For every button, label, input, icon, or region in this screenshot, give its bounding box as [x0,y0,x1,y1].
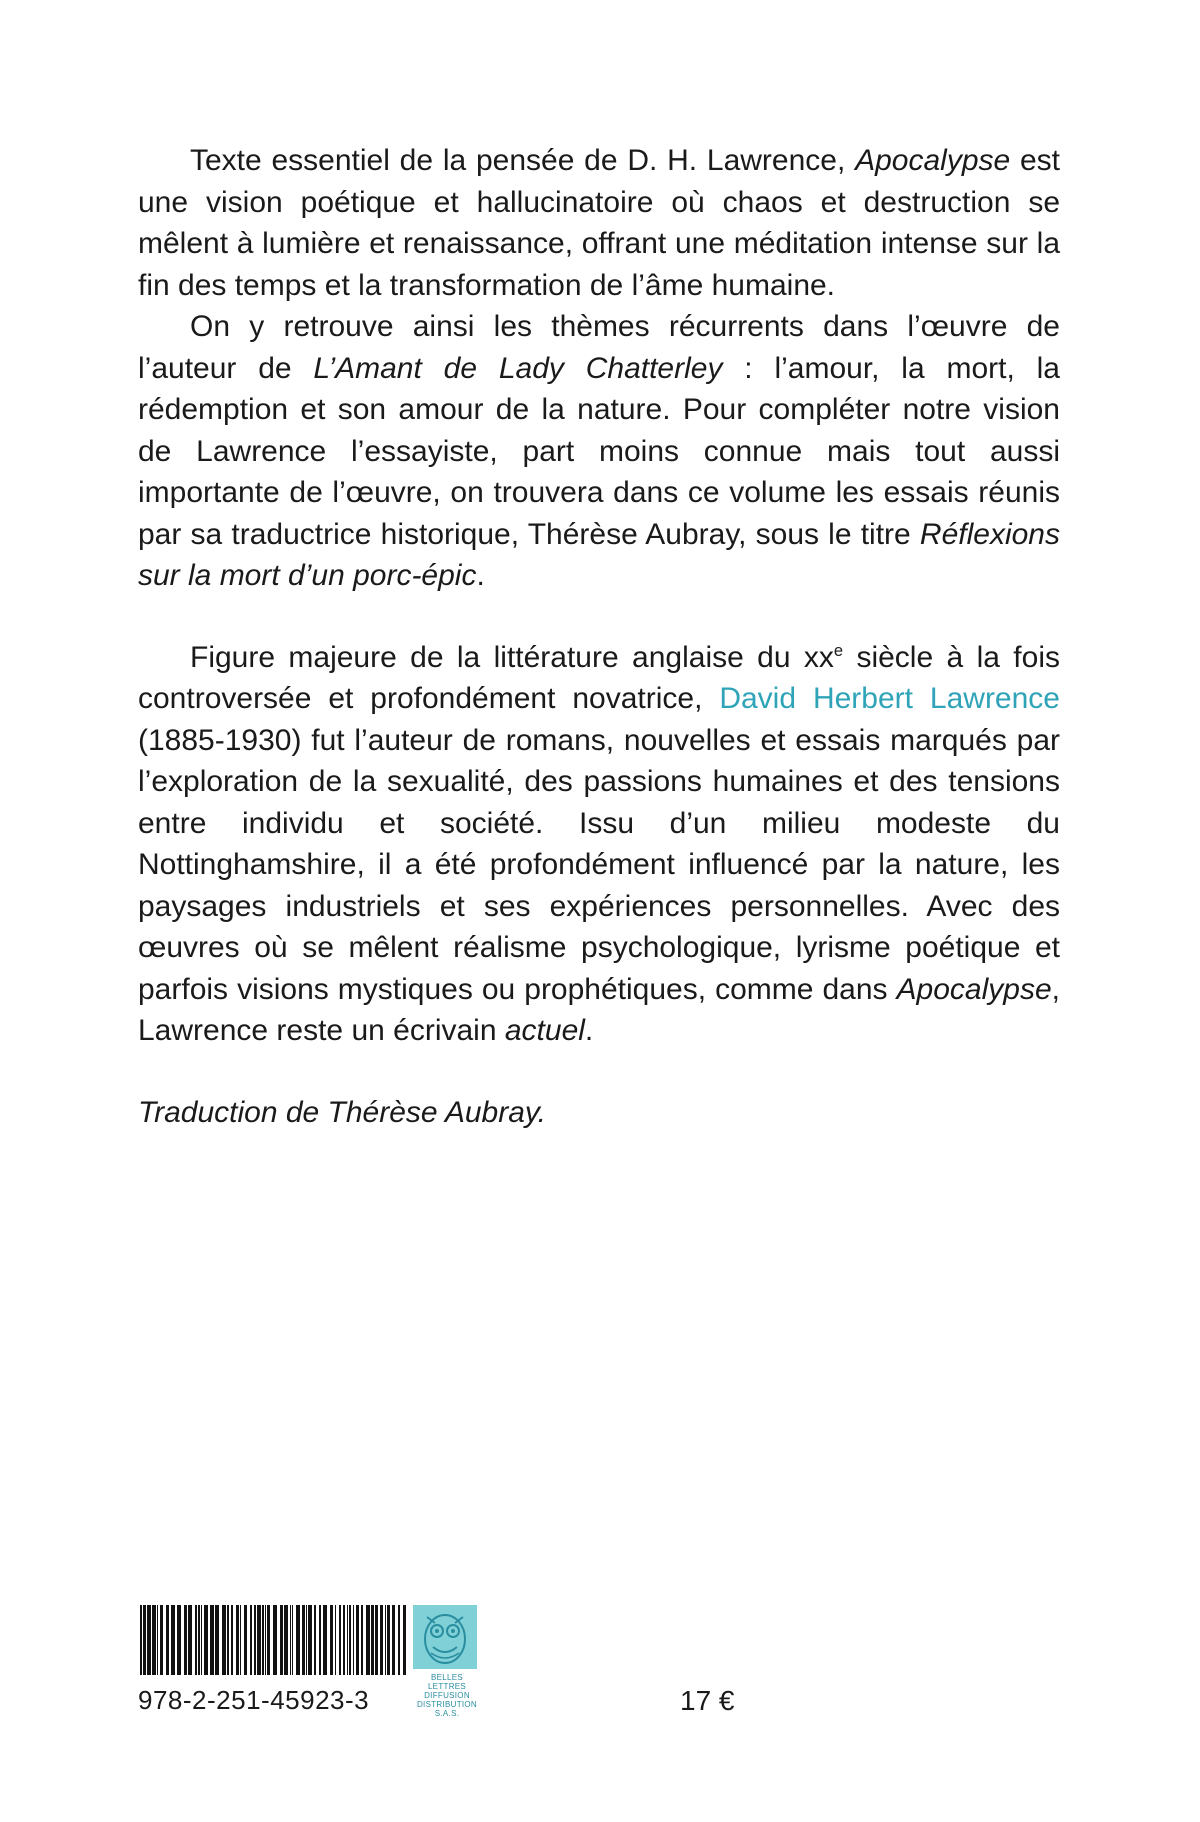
barcode-bar [166,1605,169,1675]
barcode-bar [385,1605,386,1675]
barcode-bar [398,1605,400,1675]
text-span: Texte essentiel de la pensée de D. H. Lawrence, [190,144,856,177]
barcode-bar [254,1605,256,1675]
barcode-bar [347,1605,348,1675]
text-span: . [584,1014,594,1047]
barcode-bar [244,1605,247,1675]
barcode-bar [195,1605,197,1675]
century-superscript: e [833,641,844,660]
barcode-bar [371,1605,374,1675]
text-span: (1885-1930) fut l’auteur de romans, nouvelles et essais marqués par l’exploration de la sexualité, des passions humaines et des tensions entre individu et société. Issu d’un milieu modeste du Nottinghamshire, il a été profondément influencé par la nature, les paysages industriels et ses expériences personnelles. Avec des œuvres où se mêlent réalisme psychologique, lyrisme poétique et parfois visions mystiques ou prophétiques, comme dans [138,723,1060,1006]
back-cover-text [138,140,1060,1133]
barcode-bar [267,1605,270,1675]
barcode-bar [184,1605,187,1675]
barcode-bar [306,1605,307,1675]
back-cover-footer [138,1605,1060,1718]
barcode-bar [250,1605,252,1675]
summary-paragraph-2 [138,306,1060,597]
barcode-bar [171,1605,175,1675]
author-bio-paragraph [138,637,1060,1052]
barcode-bar [222,1605,226,1675]
book-title-lady-chatterley: L’Amant de Lady Chatterley [313,351,723,385]
barcode-bar [147,1605,151,1675]
barcode-bar [330,1605,333,1675]
translation-credit [138,1092,1060,1134]
owl-logo-icon [413,1605,477,1669]
text-span: . [476,559,485,592]
barcode-bar [280,1605,283,1675]
barcode-bar [361,1605,363,1675]
barcode-bar [236,1605,239,1675]
century-numeral: xx [803,640,834,674]
barcode-bar [375,1605,378,1675]
barcode-bar [160,1605,163,1675]
barcode-bar [392,1605,395,1675]
barcode-bar [296,1605,300,1675]
barcode-bar [188,1605,192,1675]
barcode-bar [157,1605,158,1675]
barcode-bar [302,1605,305,1675]
book-title-reflexions: Réflexions sur la mort d’un porc-épic [138,517,1060,592]
barcode-bar [335,1605,336,1675]
barcode-bar [227,1605,229,1675]
barcode-bar [380,1605,383,1675]
barcode-bar [198,1605,200,1675]
barcode-bar [265,1605,266,1675]
barcode-bar [257,1605,261,1675]
text-span: On y retrouve ainsi les thèmes récurrents dans l’œuvre de l’auteur de [138,310,1060,385]
text-span: est une vision poétique et hallucinatoire où chaos et destruction se mêlent à lumière et renaissance, offrant une méditation intense sur la fin des temps et la transformation de l’âme humaine. [138,144,1061,302]
barcode-bar [356,1605,359,1675]
barcode-bar [273,1605,277,1675]
barcode-bar [240,1605,241,1675]
isbn-barcode [138,1605,408,1715]
barcode-bar [290,1605,291,1675]
price: 17 € [680,1685,735,1716]
distributor-name-line: DISTRIBUTION [416,1700,478,1709]
barcode-bar [323,1605,327,1675]
barcode-bar [140,1605,142,1675]
barcode-bar [353,1605,354,1675]
barcode-bar [308,1605,312,1675]
distributor-name-line: BELLES LETTRES [427,1673,467,1691]
barcode-bar [210,1605,214,1675]
text-span: siècle à la fois controversée et profondément novatrice, [138,640,1060,715]
book-title-apocalypse: Apocalypse [896,972,1052,1006]
barcode-bar [314,1605,316,1675]
barcode-bar [366,1605,370,1675]
barcode-bar [284,1605,288,1675]
barcode-bar [143,1605,146,1675]
summary-paragraph-1 [138,140,1060,306]
barcode-bar [387,1605,390,1675]
barcode-bar [177,1605,181,1675]
distributor-name-line: S.A.S. [434,1709,460,1718]
barcode-bar [201,1605,202,1675]
book-title-apocalypse: Apocalypse [855,144,1011,177]
distributor-name-line: DIFFUSION [424,1691,470,1700]
emphasis-actuel: actuel [504,1014,585,1047]
isbn-number: 978-2-251-45923-3 [138,1685,370,1715]
barcode-bar [343,1605,345,1675]
distributor-logo [413,1605,481,1718]
barcode-bar [231,1605,233,1675]
translation-credit-text: Traduction de Thérèse Aubray. [138,1095,546,1129]
text-span: : l’amour, la mort, la rédemption et son amour de la nature. Pour compléter notre vision de Lawrence l’essayiste, part moins connue mais tout aussi importante de l’œuvre, on trouvera dans ce volume les essais réunis par sa traductrice historique, Thérèse Aubray, sous le titre [138,351,1060,551]
barcode-bar [262,1605,264,1675]
barcode-bar [292,1605,293,1675]
barcode-bar [319,1605,321,1675]
distributor-name [413,1673,481,1718]
barcode-bar [152,1605,156,1675]
text-span: Figure majeure de la littérature anglaise du [190,640,804,674]
author-name-highlight: David Herbert Lawrence [719,682,1060,715]
text-span: , Lawrence reste un écrivain [138,972,1060,1047]
barcode-bar [215,1605,219,1675]
barcode-icon [138,1605,408,1675]
barcode-bar [339,1605,341,1675]
barcode-bar [204,1605,208,1675]
barcode-bar [403,1605,406,1675]
barcode-bar [349,1605,351,1675]
